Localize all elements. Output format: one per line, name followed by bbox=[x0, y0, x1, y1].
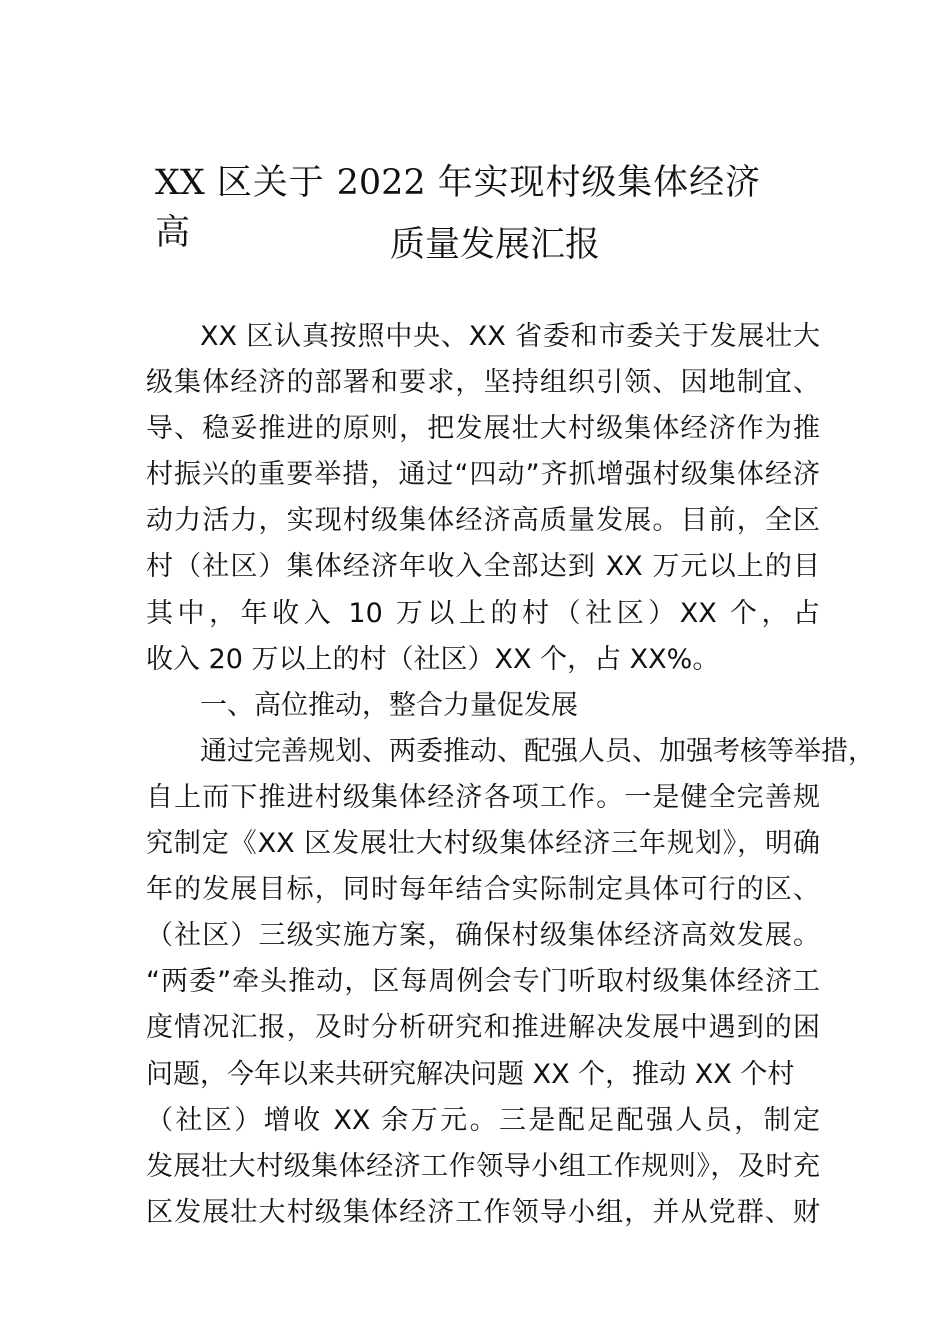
paragraph-intro bbox=[146, 314, 820, 683]
text-line: 区发展壮大村级集体经济工作领导小组，并从党群、财 bbox=[146, 1196, 820, 1228]
text-line: 村（社区）集体经济年收入全部达到 XX 万元以上的目 bbox=[146, 551, 820, 583]
text-line: 通过完善规划、两委推动、配强人员、加强考核等举措， bbox=[200, 735, 875, 767]
text-line: （社区）增收 XX 余万元。三是配足配强人员，制定 bbox=[146, 1104, 820, 1136]
text-line: 其中，年收入 10 万以上的村（社区）XX 个，占 bbox=[146, 597, 820, 629]
document-title-line-2: 质量发展汇报 bbox=[389, 225, 600, 265]
text-line: 动力活力，实现村级集体经济高质量发展。目前，全区 bbox=[146, 505, 820, 537]
section-heading: 一、高位推动，整合力量促发展 bbox=[200, 689, 578, 721]
text-line: 自上而下推进村级集体经济各项工作。一是健全完善规 bbox=[146, 781, 820, 813]
document-title-line-1: XX 区关于 2022 年实现村级集体经济高 bbox=[155, 163, 760, 253]
text-line: 发展壮大村级集体经济工作领导小组工作规则》，及时充 bbox=[146, 1150, 820, 1182]
text-line: 导、稳妥推进的原则，把发展壮大村级集体经济作为推 bbox=[146, 413, 820, 445]
text-line: 问题，今年以来共研究解决问题 XX 个，推动 XX 个村 bbox=[146, 1058, 795, 1090]
text-line: 究制定《XX 区发展壮大村级集体经济三年规划》，明确 bbox=[146, 828, 820, 860]
text-line: 收入 20 万以上的村（社区）XX 个，占 XX%。 bbox=[146, 643, 720, 675]
paragraph-section-1 bbox=[146, 729, 875, 1236]
text-line: 年的发展目标，同时每年结合实际制定具体可行的区、 bbox=[146, 874, 820, 906]
text-line: “两委”牵头推动，区每周例会专门听取村级集体经济工 bbox=[146, 966, 820, 998]
text-line: XX 区认真按照中央、XX 省委和市委关于发展壮大 bbox=[200, 321, 820, 352]
text-line: （社区）三级实施方案，确保村级集体经济高效发展。 bbox=[146, 920, 820, 952]
text-line: 村振兴的重要举措，通过“四动”齐抓增强村级集体经济 bbox=[146, 459, 820, 491]
text-line: 度情况汇报，及时分析研究和推进解决发展中遇到的困 bbox=[146, 1012, 820, 1044]
text-line: 级集体经济的部署和要求，坚持组织引领、因地制宜、 bbox=[146, 367, 820, 399]
document-body bbox=[146, 314, 875, 1236]
